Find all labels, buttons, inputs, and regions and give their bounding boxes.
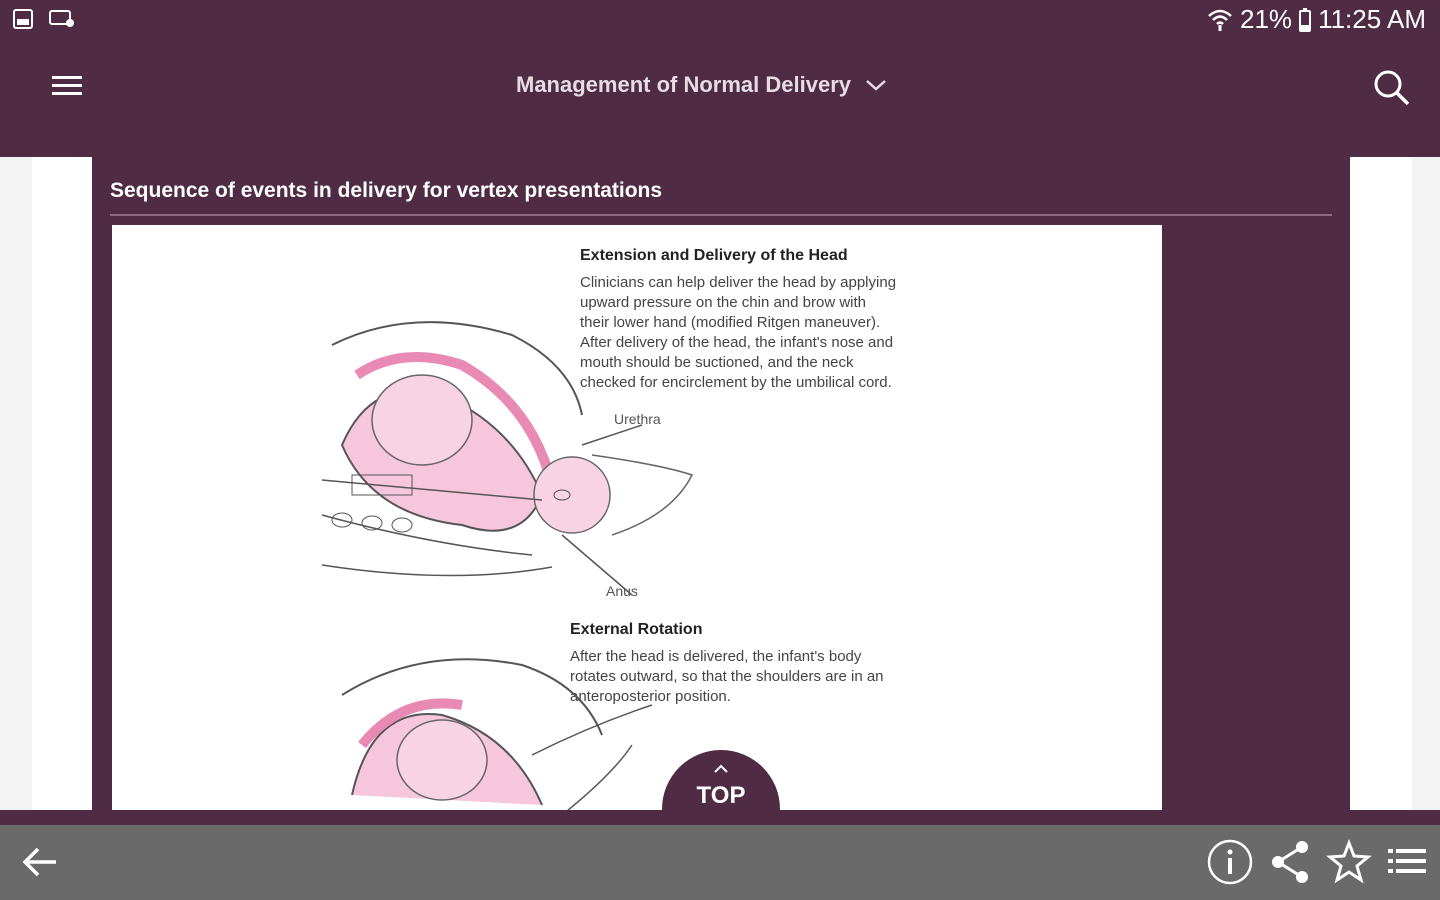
battery-icon	[1298, 7, 1312, 33]
label-urethra: Urethra	[614, 411, 661, 427]
section-title-dropdown[interactable]	[516, 72, 887, 98]
wifi-icon	[1206, 7, 1234, 33]
back-arrow-icon	[16, 837, 66, 887]
figure-section1-line1: Clinicians can help deliver the head by applying	[580, 274, 897, 291]
share-icon	[1266, 837, 1316, 887]
content-heading: Sequence of events in delivery for vertex presentations	[110, 179, 663, 202]
contents-button[interactable]	[1384, 837, 1434, 887]
bottom-toolbar	[0, 825, 1440, 900]
share-button[interactable]	[1266, 837, 1316, 887]
bottom-accent	[0, 810, 1440, 825]
back-button[interactable]	[16, 837, 66, 887]
figure-section2-line3: anteroposterior position.	[570, 688, 731, 705]
search-button[interactable]	[1370, 66, 1412, 108]
figure-section2-line1: After the head is delivered, the infant's body	[570, 648, 862, 665]
chevron-up-icon	[713, 764, 729, 774]
delivery-illustration-2	[332, 645, 692, 810]
heading-divider	[110, 214, 1332, 216]
menu-button[interactable]	[50, 72, 86, 102]
delivery-figure[interactable]	[112, 225, 1162, 810]
gallery-icon	[12, 8, 34, 30]
star-icon	[1324, 837, 1374, 887]
top-label: TOP	[696, 782, 746, 809]
battery-percent: 21%	[1240, 4, 1293, 34]
figure-section1-line3: their lower hand (modified Ritgen maneuver).	[580, 314, 881, 331]
list-icon	[1384, 837, 1434, 887]
info-icon	[1205, 837, 1255, 887]
figure-section1-line6: checked for encirclement by the umbilical cord.	[580, 374, 892, 391]
app-bar	[0, 42, 1440, 157]
chevron-down-icon	[865, 78, 887, 92]
search-icon	[1370, 66, 1412, 108]
info-button[interactable]	[1205, 837, 1255, 887]
figure-section2-title: External Rotation	[570, 621, 703, 638]
label-anus: Anus	[606, 583, 638, 599]
content-card	[92, 157, 1350, 810]
left-margin	[32, 157, 92, 810]
figure-section1-line4: After delivery of the head, the infant's nose and	[580, 334, 894, 351]
menu-icon	[50, 72, 86, 102]
page-title: Management of Normal Delivery	[516, 72, 851, 97]
figure-section1-line2: upward pressure on the chin and brow with	[580, 294, 866, 311]
favorite-button[interactable]	[1324, 837, 1374, 887]
cast-icon	[48, 8, 76, 30]
clock: 11:25 AM	[1318, 4, 1426, 34]
right-margin	[1350, 157, 1412, 810]
status-bar	[0, 0, 1440, 42]
figure-section2-line2: rotates outward, so that the shoulders are in an	[570, 668, 884, 685]
figure-section1-title: Extension and Delivery of the Head	[580, 247, 848, 264]
figure-section1-line5: mouth should be suctioned, and the neck	[580, 354, 854, 371]
